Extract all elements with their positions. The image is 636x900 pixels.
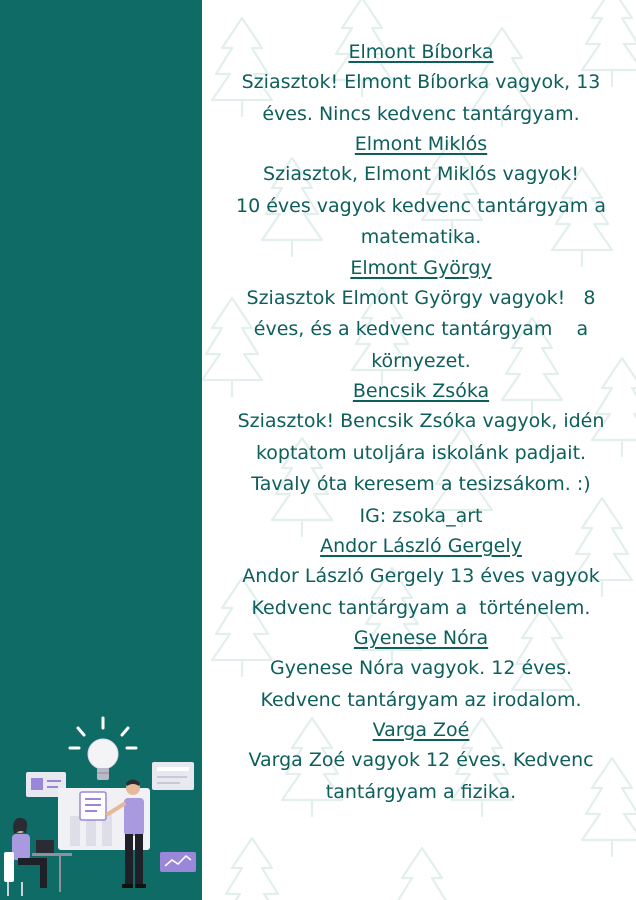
tree-outline xyxy=(392,848,452,900)
student-text-line: koptatom utoljára iskolánk padjait. xyxy=(255,441,587,464)
student-text-line: Sziasztok Elmont György vagyok! 8 xyxy=(246,286,596,309)
lightbulb-teamwork-illustration xyxy=(0,716,202,900)
student-entry xyxy=(212,716,630,808)
student-name: Elmont Miklós xyxy=(354,133,488,155)
student-name: Varga Zoé xyxy=(372,719,470,741)
student-entry xyxy=(212,377,630,532)
student-text-line: Sziasztok, Elmont Miklós vagyok! xyxy=(263,163,579,185)
student-name: Elmont György xyxy=(350,256,492,279)
student-text-line: Andor László Gergely 13 éves vagyok xyxy=(242,565,600,587)
student-text-line: Varga Zoé vagyok 12 éves. Kedvenc xyxy=(248,749,594,771)
student-name: Bencsik Zsóka xyxy=(352,380,490,402)
student-list xyxy=(212,38,630,808)
student-text-line: tantárgyam a fizika. xyxy=(325,780,517,803)
student-text-line: IG: zsoka_art xyxy=(359,504,483,527)
student-entry xyxy=(212,624,630,716)
student-entry xyxy=(212,38,630,130)
student-text-line: Sziasztok! Elmont Bíborka vagyok, 13 xyxy=(241,71,601,93)
student-text-line: környezet. xyxy=(371,349,471,372)
student-text-line: Kedvenc tantárgyam a történelem. xyxy=(251,596,591,619)
student-text-line: éves, és a kedvenc tantárgyam a xyxy=(253,318,589,340)
student-text-line: éves. Nincs kedvenc tantárgyam. xyxy=(262,102,580,125)
tree-outline xyxy=(222,838,282,900)
student-name: Gyenese Nóra xyxy=(353,627,489,649)
student-entry xyxy=(212,532,630,624)
student-name: Elmont Bíborka xyxy=(348,41,494,63)
student-entry xyxy=(212,130,630,254)
student-name: Andor László Gergely xyxy=(320,535,522,557)
student-text-line: Gyenese Nóra vagyok. 12 éves. xyxy=(269,657,573,679)
student-text-line: 10 éves vagyok kedvenc tantárgyam a xyxy=(235,194,607,217)
student-text-line: Tavaly óta keresem a tesizsákom. :) xyxy=(251,473,591,495)
student-text-line: Sziasztok! Bencsik Zsóka vagyok, idén xyxy=(237,410,605,432)
student-text-line: Kedvenc tantárgyam az irodalom. xyxy=(260,688,582,711)
student-entry xyxy=(212,254,630,378)
student-text-line: matematika. xyxy=(360,226,482,248)
